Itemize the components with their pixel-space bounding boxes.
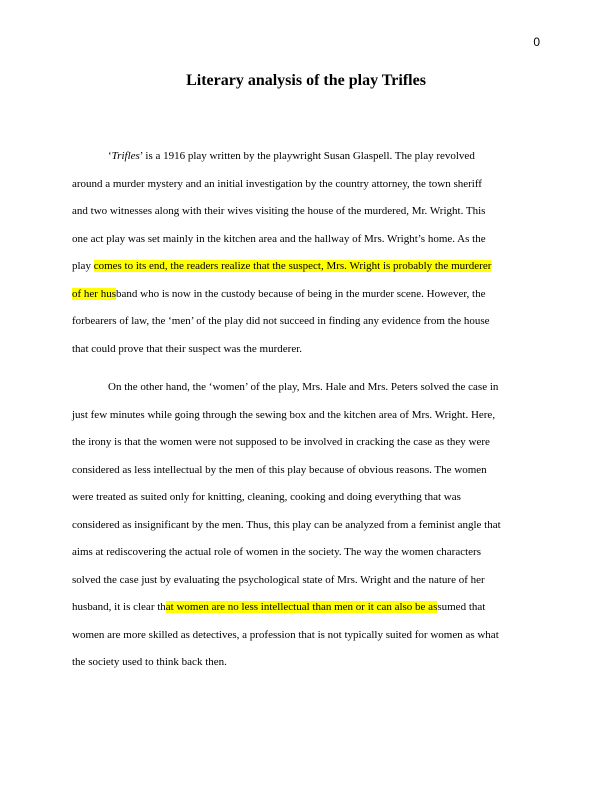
highlighted-text: of her hus — [72, 287, 116, 300]
document-title: Literary analysis of the play Trifles — [186, 72, 426, 89]
paragraph-2-line-5: were treated as suited only for knitting, cleaning, cooking and doing everything that was — [72, 491, 461, 503]
paragraph-2-line-11: the society used to think back then. — [72, 656, 227, 668]
paragraph-1-line-4: one act play was set mainly in the kitchen area and the hallway of Mrs. Wright’s home. As the — [72, 232, 486, 245]
paragraph-2-line-3: the irony is that the women were not supposed to be involved in cracking the case as they were — [72, 436, 490, 448]
paragraph-1-line-3: and two witnesses along with their wives visiting the house of the murdered, Mr. Wright. This — [72, 205, 486, 217]
paragraph-1-line-5: play comes to its end, the readers realize that the suspect, Mrs. Wright is probably the murderer — [72, 260, 492, 272]
paragraph-2-line-9: husband, it is clear that women are no less intellectual than men or it can also be assumed that — [72, 601, 486, 613]
page-number: 0 — [533, 35, 540, 49]
highlighted-text: at women are no less intellectual than men or it can also be as — [165, 601, 438, 613]
play-title-italic: Trifles — [111, 150, 140, 162]
paragraph-1-line-8: that could prove that their suspect was the murderer. — [72, 342, 303, 355]
paragraph-2-line-1: On the other hand, the ‘women’ of the play, Mrs. Hale and Mrs. Peters solved the case in — [108, 381, 499, 393]
paragraph-1-line-1: ‘Trifles’ is a 1916 play written by the playwright Susan Glaspell. The play revolved — [108, 150, 475, 162]
paragraph-2-line-6: considered as insignificant by the men. Thus, this play can be analyzed from a feminist angle that — [72, 518, 501, 531]
paragraph-1-line-2: around a murder mystery and an initial investigation by the country attorney, the town sheriff — [72, 177, 482, 190]
paragraph-2-line-7: aims at rediscovering the actual role of women in the society. The way the women characters — [72, 546, 481, 558]
paragraph-2-line-10: women are more skilled as detectives, a profession that is not typically suited for women as what — [72, 628, 499, 641]
paragraph-2-line-2: just few minutes while going through the sewing box and the kitchen area of Mrs. Wright. Here, — [72, 408, 496, 421]
paragraph-2-line-4: considered as less intellectual by the men of this play because of obvious reasons. The women — [72, 463, 487, 476]
paragraph-1-line-7: forbearers of law, the ‘men’ of the play did not succeed in finding any evidence from the house — [72, 315, 490, 327]
paragraph-2-line-8: solved the case just by evaluating the psychological state of Mrs. Wright and the nature of her — [72, 573, 485, 586]
highlighted-text: comes to its end, the readers realize that the suspect, Mrs. Wright is probably the murderer — [93, 260, 492, 272]
paragraph-1-line-6: of her husband who is now in the custody because of being in the murder scene. However, the — [72, 287, 486, 300]
